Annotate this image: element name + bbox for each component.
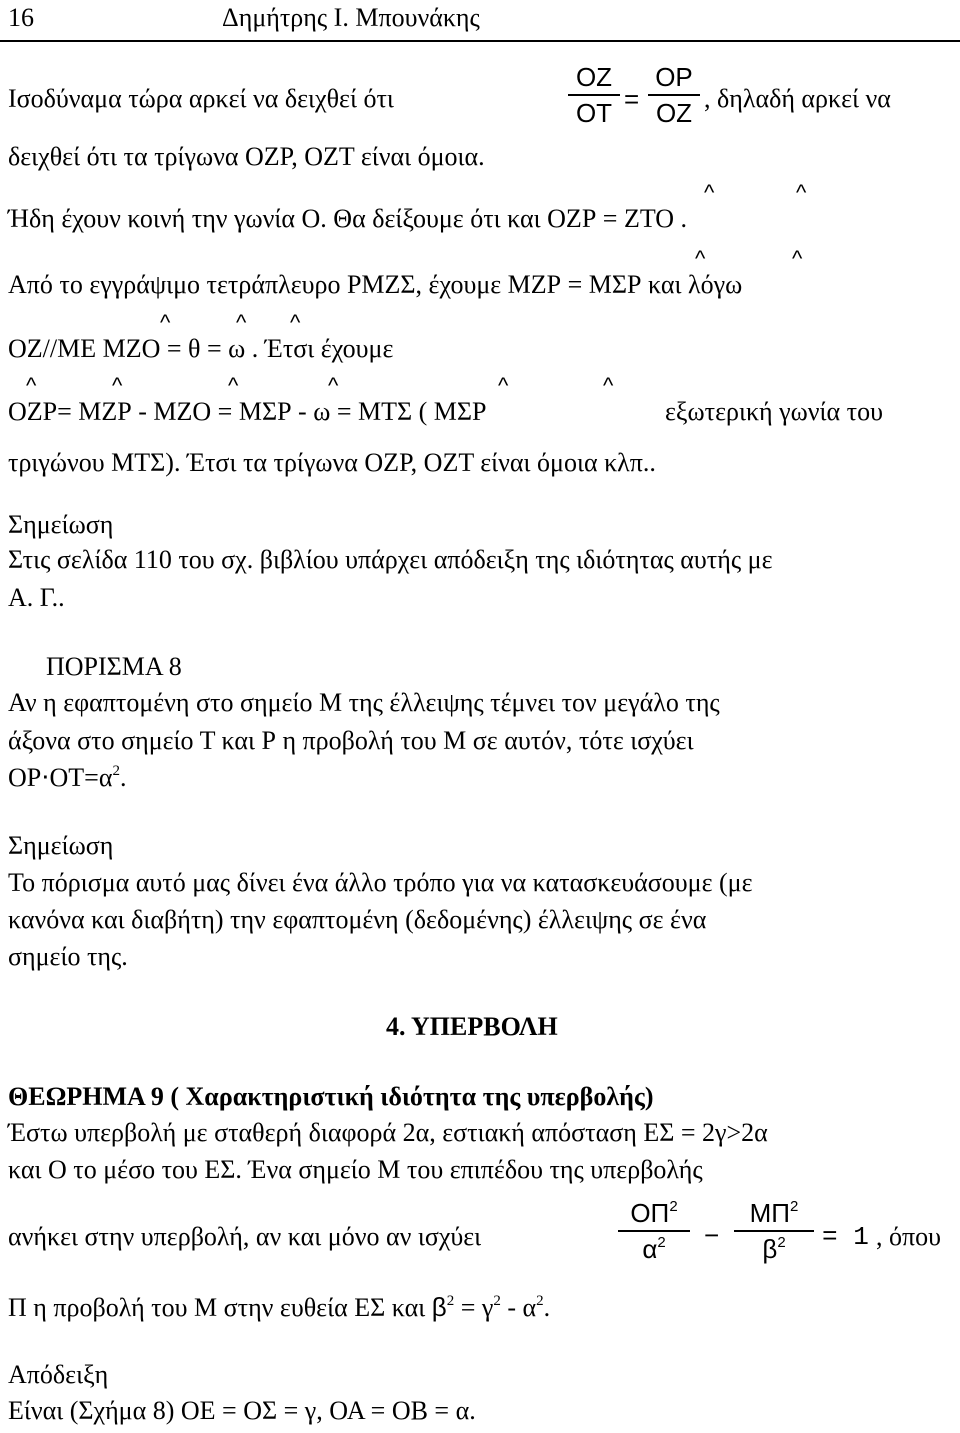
fraction-numerator [630, 1198, 677, 1228]
running-header-author: Δημήτρης Ι. Μπουνάκης [222, 3, 480, 32]
text-line: Έστω υπερβολή με σταθερή διαφορά 2α, εστιακή απόσταση ΕΣ = 2γ>2α [8, 1118, 768, 1147]
math-alpha: - α [500, 1293, 537, 1322]
angle-hat-icon: ^ [498, 373, 509, 398]
text-line: εξωτερική γωνία του [665, 397, 883, 426]
angle-hat-icon: ^ [112, 373, 123, 398]
text-segment: Π η προβολή του Μ στην ευθεία ΕΣ και [8, 1293, 426, 1322]
equals-one: = 1 [822, 1222, 869, 1252]
section-title: 4. ΥΠΕΡΒΟΛΗ [386, 1012, 558, 1041]
numerator-text: ΜΠ [749, 1198, 791, 1228]
angle-hat-icon: ^ [160, 310, 171, 335]
superscript: 2 [536, 1293, 544, 1309]
text-line: Το πόρισμα αυτό μας δίνει ένα άλλο τρόπο για να κατασκευάσουμε (με [8, 868, 753, 897]
header-rule [0, 40, 960, 42]
formula-op-ot: ΟΡ⋅ΟΤ=α [8, 763, 113, 792]
angle-hat-icon: ^ [695, 246, 706, 271]
fraction-op2-a2 [618, 1200, 690, 1262]
superscript: 2 [790, 1198, 799, 1215]
text-line: ανήκει στην υπερβολή, αν και μόνο αν ισχύει [8, 1222, 482, 1251]
minus-sign: − [704, 1220, 720, 1250]
corollary-title: ΠΟΡΙΣΜΑ 8 [46, 652, 182, 681]
text-line: ΟΖ//ΜΕ ΜΖΟ = θ = ω . Έτσι έχουμε [8, 334, 394, 363]
superscript: 2 [777, 1234, 786, 1251]
math-gamma: = γ [454, 1293, 494, 1322]
text-line: ΟΖΡ= ΜΖΡ - ΜΖΟ = ΜΣΡ - ω = ΜΤΣ ( ΜΣΡ [8, 397, 487, 426]
fraction-bar [618, 1230, 690, 1232]
fraction-denominator [642, 1234, 665, 1264]
text-line: , όπου [876, 1222, 941, 1251]
fraction-numerator [750, 1198, 799, 1228]
text-line [8, 1294, 550, 1321]
text-line: Αν η εφαπτομένη στο σημείο Μ της έλλειψης τέμνει τον μεγάλο της [8, 688, 720, 717]
text-line: , δηλαδή αρκεί να [704, 84, 891, 113]
superscript: 2 [669, 1198, 678, 1215]
fraction-bar [734, 1230, 814, 1232]
superscript: 2 [657, 1234, 666, 1251]
angle-hat-icon: ^ [26, 373, 37, 398]
angle-hat-icon: ^ [704, 180, 715, 205]
text-line: Ήδη έχουν κοινή την γωνία Ο. Θα δείξουμε ότι και ΟΖΡ = ΖΤΟ . [8, 204, 688, 233]
numerator-text: ΟΠ [630, 1198, 670, 1228]
text-line: Ισοδύναμα τώρα αρκεί να δειχθεί ότι [8, 84, 394, 113]
fraction-numerator: ΟΡ [655, 62, 693, 92]
text-line: Α. Γ.. [8, 583, 65, 612]
superscript: 2 [493, 1293, 501, 1309]
text-line: δειχθεί ότι τα τρίγωνα ΟΖΡ, ΟΖΤ είναι όμοια. [8, 142, 485, 171]
text-line [8, 765, 126, 791]
page-number: 16 [8, 3, 34, 32]
text-line: τριγώνου ΜΤΣ). Έτσι τα τρίγωνα ΟΖΡ, ΟΖΤ είναι όμοια κλπ.. [8, 448, 656, 477]
text-line: κανόνα και διαβήτη) την εφαπτομένη (δεδομένης) έλλειψης σε ένα [8, 905, 707, 934]
note-title: Σημείωση [8, 510, 114, 539]
fraction-oz-ot [568, 64, 620, 126]
angle-hat-icon: ^ [603, 373, 614, 398]
fraction-denominator: ΟΖ [655, 98, 693, 128]
fraction-denominator [762, 1234, 785, 1264]
text-line: Είναι (Σχήμα 8) ΟΕ = ΟΣ = γ, ΟΑ = ΟΒ = α. [8, 1396, 476, 1425]
text-line: Στις σελίδα 110 του σχ. βιβλίου υπάρχει απόδειξη της ιδιότητας αυτής με [8, 545, 773, 574]
superscript: 2 [446, 1293, 455, 1309]
angle-hat-icon: ^ [228, 373, 239, 398]
text-line: και Ο το μέσο του ΕΣ. Ένα σημείο Μ του επιπέδου της υπερβολής [8, 1155, 703, 1184]
denominator-text: α [642, 1234, 658, 1264]
text-line: σημείο της. [8, 942, 128, 971]
fraction-bar [648, 94, 700, 96]
equals-sign: = [624, 84, 640, 114]
fraction-mp2-b2 [734, 1200, 814, 1262]
angle-hat-icon: ^ [796, 180, 807, 205]
note-title: Σημείωση [8, 831, 114, 860]
text-line: άξονα στο σημείο Τ και Ρ η προβολή του Μ σε αυτόν, τότε ισχύει [8, 726, 694, 755]
angle-hat-icon: ^ [290, 310, 301, 335]
fraction-or-oz [648, 64, 700, 126]
period: . [119, 763, 127, 792]
text-line: Από το εγγράψιμο τετράπλευρο ΡΜΖΣ, έχουμε ΜΖΡ = ΜΣΡ και λόγω [8, 270, 743, 299]
angle-hat-icon: ^ [236, 310, 247, 335]
period: . [543, 1293, 551, 1322]
proof-title: Απόδειξη [8, 1360, 109, 1389]
angle-hat-icon: ^ [328, 373, 339, 398]
fraction-bar [568, 94, 620, 96]
angle-hat-icon: ^ [792, 246, 803, 271]
theorem-title: ΘΕΩΡΗΜΑ 9 ( Χαρακτηριστική ιδιότητα της υπερβολής) [8, 1082, 654, 1111]
fraction-numerator: ΟΖ [575, 62, 613, 92]
math-beta: β [431, 1292, 447, 1322]
fraction-denominator: ΟΤ [575, 98, 613, 128]
denominator-text: β [762, 1234, 778, 1264]
superscript: 2 [112, 763, 120, 779]
